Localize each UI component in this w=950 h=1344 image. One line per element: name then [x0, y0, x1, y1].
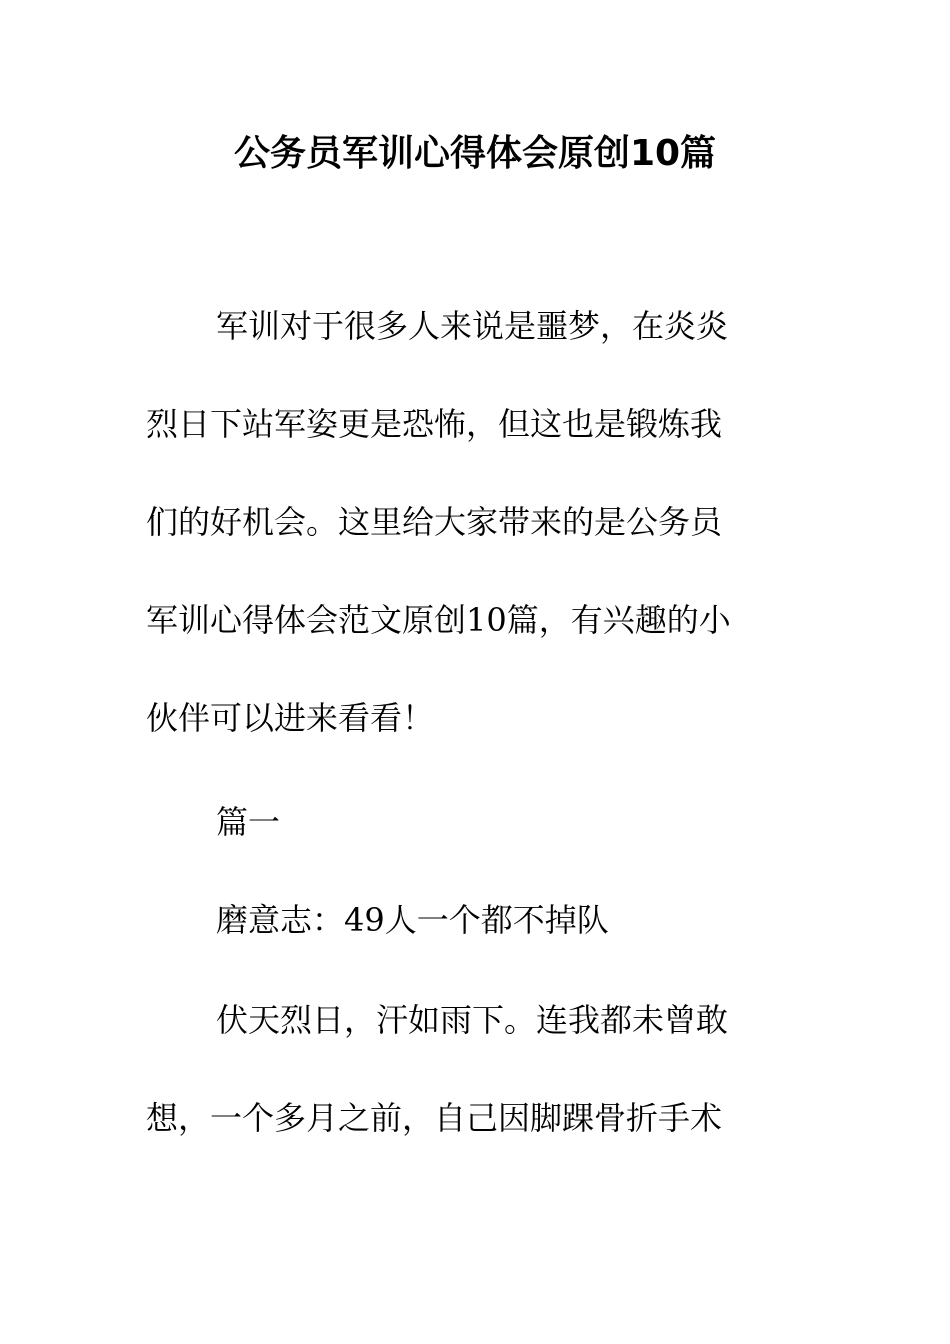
paragraph-line: 军训对于很多人来说是噩梦，在炎炎: [216, 307, 729, 345]
paragraph-line: 们的好机会。这里给大家带来的是公务员: [146, 503, 723, 541]
paragraph-line: 烈日下站军姿更是恐怖，但这也是锻炼我: [146, 405, 723, 443]
paragraph-line: 军训心得体会范文原创10篇，有兴趣的小: [146, 601, 731, 639]
document-title: 公务员军训心得体会原创10篇: [233, 133, 717, 174]
paragraph-line: 想，一个多月之前，自己因脚踝骨折手术: [146, 1099, 723, 1137]
section-subheading: 磨意志：49人一个都不掉队: [216, 901, 609, 939]
section-heading: 篇一: [216, 803, 281, 841]
paragraph-line: 伏天烈日，汗如雨下。连我都未曾敢: [216, 1001, 729, 1039]
paragraph-line: 伙伴可以进来看看！: [146, 699, 435, 737]
